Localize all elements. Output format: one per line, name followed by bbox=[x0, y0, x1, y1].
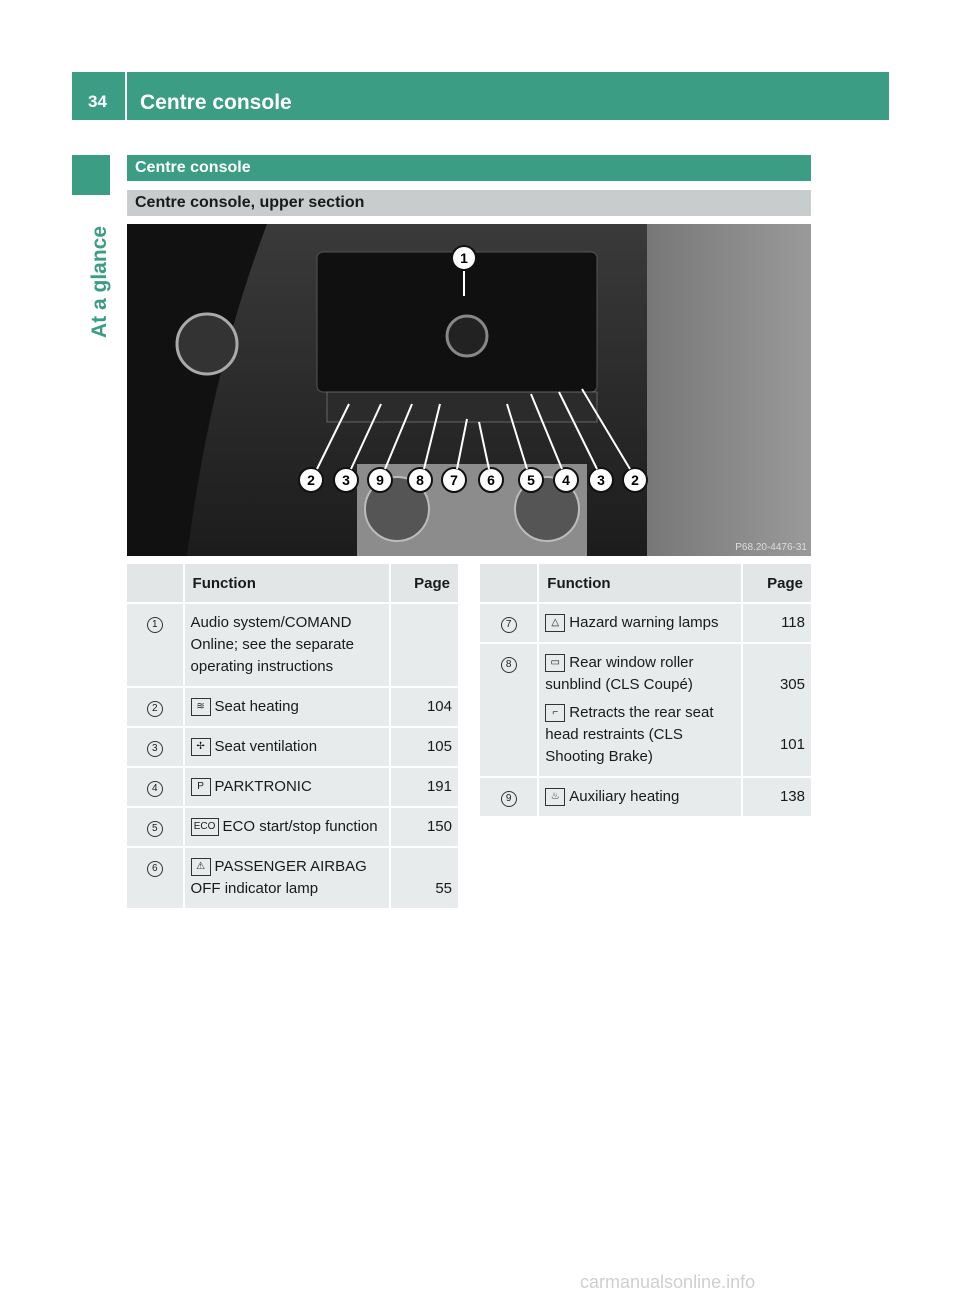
row-page: 105 bbox=[390, 727, 458, 767]
table-row bbox=[127, 767, 458, 807]
side-tab-block bbox=[72, 155, 110, 195]
row-page bbox=[390, 603, 458, 687]
callout-label: 5 bbox=[527, 472, 535, 488]
function-table-left bbox=[127, 564, 458, 908]
row-page: 191 bbox=[390, 767, 458, 807]
figure-code: P68.20-4476-31 bbox=[735, 542, 807, 553]
row-function: PARKTRONIC bbox=[214, 778, 312, 795]
row-page-secondary: 101 bbox=[779, 736, 805, 753]
row-function: PASSENGER AIRBAG OFF indicator lamp bbox=[190, 858, 367, 897]
table-row bbox=[127, 687, 458, 727]
callout-label: 3 bbox=[597, 472, 605, 488]
watermark: carmanualsonline.info bbox=[580, 1272, 756, 1292]
row-number: 2 bbox=[147, 701, 163, 717]
row-number: 3 bbox=[147, 741, 163, 757]
header-cell-function: Function bbox=[538, 564, 741, 603]
table-row bbox=[480, 777, 811, 816]
section-title: Centre console bbox=[127, 155, 811, 181]
row-number: 6 bbox=[147, 861, 163, 877]
page-number: 34 bbox=[88, 92, 107, 111]
page-title: Centre console bbox=[140, 91, 292, 114]
row-number: 9 bbox=[501, 791, 517, 807]
row-number: 7 bbox=[501, 617, 517, 633]
header-cell-function: Function bbox=[184, 564, 391, 603]
row-page: 150 bbox=[390, 807, 458, 847]
function-table-right bbox=[480, 564, 811, 816]
table-row bbox=[127, 727, 458, 767]
row-function: Hazard warning lamps bbox=[569, 614, 719, 631]
row-page: 55 bbox=[390, 847, 458, 908]
callout-label: 9 bbox=[376, 472, 384, 488]
row-number: 1 bbox=[147, 617, 163, 633]
seat-ventilation-icon: ✢ bbox=[191, 738, 211, 756]
hazard-icon: △ bbox=[545, 614, 565, 632]
side-tab-label: At a glance bbox=[88, 225, 111, 338]
header-cell-number bbox=[127, 564, 184, 603]
callout-label: 3 bbox=[342, 472, 350, 488]
auxiliary-heating-icon: ♨ bbox=[545, 788, 565, 806]
row-function: Auxiliary heating bbox=[569, 788, 680, 805]
parktronic-icon: P bbox=[191, 778, 211, 796]
row-page: 305 bbox=[779, 676, 805, 693]
table-header-row bbox=[480, 564, 811, 603]
subsection-title: Centre console, upper section bbox=[127, 190, 811, 216]
callout-label: 4 bbox=[562, 472, 570, 488]
callout-label: 7 bbox=[450, 472, 458, 488]
row-number: 4 bbox=[147, 781, 163, 797]
callout-label: 2 bbox=[631, 472, 639, 488]
airbag-off-icon: ⚠ bbox=[191, 858, 211, 876]
row-function: Seat ventilation bbox=[214, 738, 318, 755]
eco-icon: ECO bbox=[191, 818, 219, 836]
row-function: Seat heating bbox=[214, 698, 299, 715]
row-function: Rear window roller sunblind (CLS Coupé) bbox=[545, 654, 694, 693]
console-illustration bbox=[127, 224, 811, 556]
table-header-row bbox=[127, 564, 458, 603]
table-row bbox=[127, 603, 458, 687]
table-row bbox=[127, 807, 458, 847]
row-page: 138 bbox=[742, 777, 811, 816]
row-function: ECO start/stop function bbox=[222, 818, 378, 835]
row-number: 8 bbox=[501, 657, 517, 673]
header-cell-number bbox=[480, 564, 538, 603]
row-page: 104 bbox=[390, 687, 458, 727]
centre-console-photo bbox=[127, 224, 811, 556]
row-page: 118 bbox=[742, 603, 811, 643]
table-row bbox=[127, 847, 458, 908]
callout-label: 1 bbox=[460, 250, 468, 266]
callout-label: 8 bbox=[416, 472, 424, 488]
row-number: 5 bbox=[147, 821, 163, 837]
table-row bbox=[480, 603, 811, 643]
row-function-secondary: Retracts the rear seat head restraints (CLS Shooting Brake) bbox=[545, 704, 714, 765]
header-divider bbox=[125, 72, 127, 120]
callout-label: 6 bbox=[487, 472, 495, 488]
seat-heating-icon: ≋ bbox=[191, 698, 211, 716]
table-row bbox=[480, 643, 811, 777]
row-function: Audio system/COMAND Online; see the separate operating instructions bbox=[184, 603, 391, 687]
head-restraint-icon: ⌐ bbox=[545, 704, 565, 722]
callout-label: 2 bbox=[307, 472, 315, 488]
roller-sunblind-icon: ▭ bbox=[545, 654, 565, 672]
header-cell-page: Page bbox=[390, 564, 458, 603]
header-cell-page: Page bbox=[742, 564, 811, 603]
